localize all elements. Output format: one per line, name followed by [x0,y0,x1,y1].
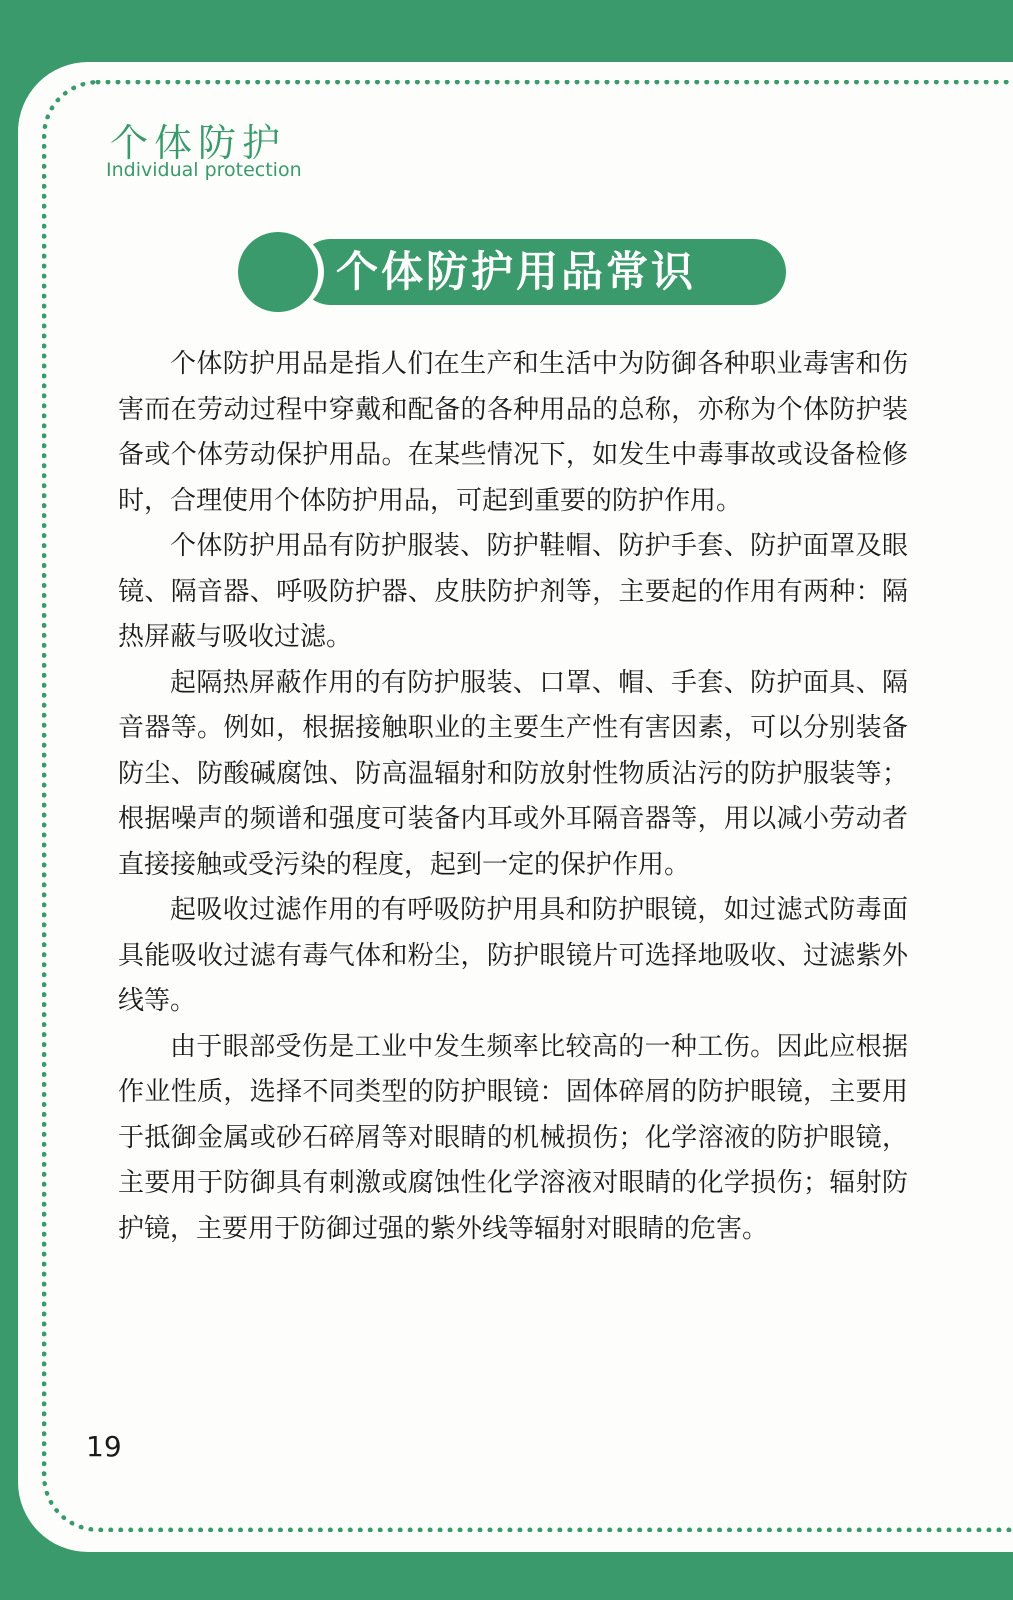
paragraph-types: 个体防护用品有防护服装、防护鞋帽、防护手套、防护面罩及眼镜、隔音器、呼吸防护器、皮肤防护剂等，主要起的作用有两种：隔热屏蔽与吸收过滤。 [118,531,908,652]
paragraph-filtering: 起吸收过滤作用的有呼吸防护用具和防护眼镜，如过滤式防毒面具能吸收过滤有毒气体和粉尘，防护眼镜片可选择地吸收、过滤紫外线等。 [118,895,908,1016]
page-number: 19 [86,1430,122,1463]
page-card [18,62,1013,1552]
paragraph-definition: 个体防护用品是指人们在生产和生活中为防御各种职业毒害和伤害而在劳动过程中穿戴和配备的各种用品的总称，亦称为个体防护装备或个体劳动保护用品。在某些情况下，如发生中毒事故或设备检修时，合理使用个体防护用品，可起到重要的防护作用。 [118,349,908,516]
section-title-en: Individual protection [106,159,302,181]
heading-circle-decoration [238,232,318,312]
paragraph-shielding: 起隔热屏蔽作用的有防护服装、口罩、帽、手套、防护面具、隔音器等。例如，根据接触职业的主要生产性有害因素，可以分别装备防尘、防酸碱腐蚀、防高温辐射和防放射性物质沾污的防护服装等；根据噪声的频谱和强度可装备内耳或外耳隔音器等，用以减小劳动者直接接触或受污染的程度，起到一定的保护作用。 [118,667,908,880]
heading-banner [238,232,786,312]
section-title-cn: 个体防护 [110,121,287,165]
body-text [118,342,908,1252]
page-heading: 个体防护用品常识 [336,247,697,296]
paragraph-eye-protection: 由于眼部受伤是工业中发生频率比较高的一种工伤。因此应根据作业性质，选择不同类型的防护眼镜：固体碎屑的防护眼镜，主要用于抵御金属或砂石碎屑等对眼睛的机械损伤；化学溶液的防护眼镜，主要用于防御具有刺激或腐蚀性化学溶液对眼睛的化学损伤；辐射防护镜，主要用于防御过强的紫外线等辐射对眼睛的危害。 [118,1031,908,1244]
